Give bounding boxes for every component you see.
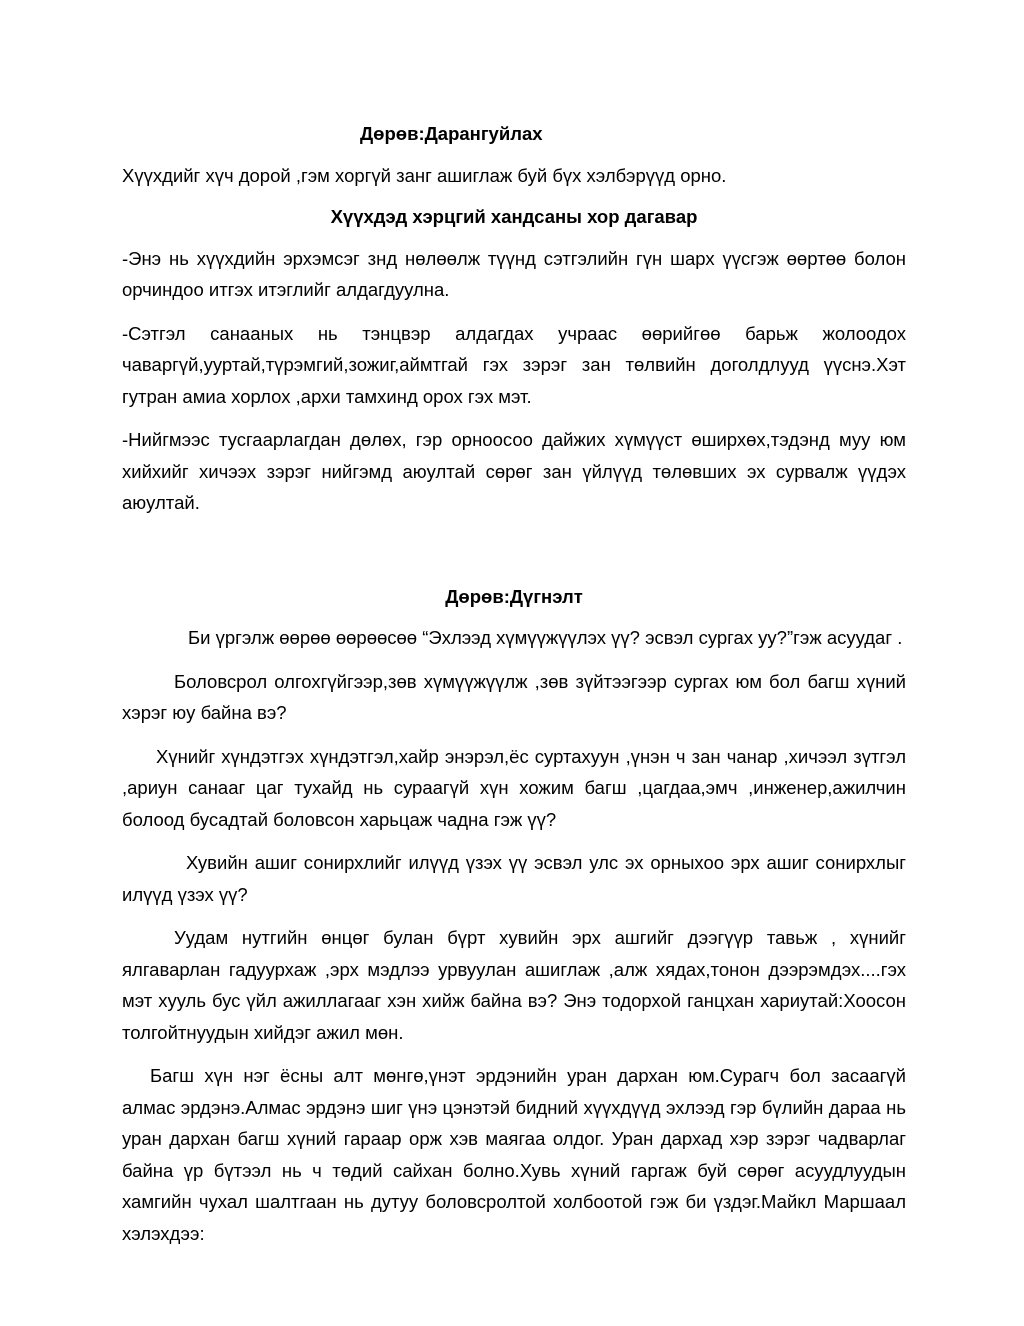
paragraph: Боловсрол олгохгүйгээр,зөв хүмүүжүүлж ,зөв зүйтээгээр сургах юм бол багш хүний хэрэг юу байна вэ? xyxy=(122,670,906,723)
paragraph: Хүнийг хүндэтгэх хүндэтгэл,хайр энэрэл,ёс суртахуун ,үнэн ч зан чанар ,хичээл зүтгэл ,ариун санааг цаг тухайд нь сураагүй хүн хожим багш ,цагдаа,эмч ,инженер,ажилчин болоод бусадтай боловсон харьцаж чадна гэж үү? xyxy=(122,745,906,830)
paragraph: Би үргэлж өөрөө өөрөөсөө “Эхлээд хүмүүжүүлэх үү? эсвэл сургах уу?”гэж асуудаг . xyxy=(188,627,903,648)
paragraph: Хувийн ашиг сонирхлийг илүүд үзэх үү эсвэл улс эх орныхоо эрх ашиг сонирхлыг илүүд үзэх үү? xyxy=(122,852,906,905)
paragraph: -Энэ нь хүүхдийн эрхэмсэг знд нөлөөлж түүнд сэтгэлийн гүн шарх үүсгэж өөртөө болон орчиндоо итгэх итэглийг алдагдуулна. xyxy=(122,247,906,300)
section-spacer xyxy=(122,531,906,581)
subheading-consequences: Хүүхдэд хэрцгий хандсаны хор дагавар xyxy=(330,206,698,227)
paragraph: -Сэтгэл санааных нь тэнцвэр алдагдах учраас өөрийгөө барьж жолоодох чаваргүй,ууртай,түрэмгий,зожиг,аймтгай гэх зэрэг зан төлвийн доголдлууд үүснэ.Хэт гутран амиа хорлох ,архи тамхинд орох гэх мэт. xyxy=(122,322,906,407)
paragraph: -Нийгмээс тусгаарлагдан дөлөх, гэр орноосоо дайжих хүмүүст өширхөх,тэдэнд муу юм хийхийг хичээх зэрэг нийгэмд аюултай сөрөг зан үйлүүд төлөвших эх сурвалж үүдэх аюултай. xyxy=(122,429,906,513)
section-heading-darangui: Дөрөв:Дарангуйлах xyxy=(360,123,543,144)
document-body xyxy=(122,118,906,1261)
section-heading-conclusion: Дөрөв:Дүгнэлт xyxy=(445,585,583,607)
paragraph: Уудам нутгийн өнцөг булан бүрт хувийн эрх ашгийг дээгүүр тавьж , хүнийг ялгаварлан гадуурхаж ,эрх мэдлээ урвуулан ашиглаж ,алж хядах,тонон дээрэмдэх....гэх мэт хууль бус үйл ажиллагааг хэн хийж байна вэ? Энэ тодорхой ганцхан хариутай:Хоосон толгойтнуудын хийдэг ажил мөн. xyxy=(122,927,906,1043)
intro-paragraph: Хүүхдийг хүч дорой ,гэм хоргүй занг ашиглаж буй бүх хэлбэрүүд орно. xyxy=(122,164,727,186)
paragraph: Багш хүн нэг ёсны алт мөнгө,үнэт эрдэнийн уран дархан юм.Сурагч бол засаагүй алмас эрдэнэ.Алмас эрдэнэ шиг үнэ цэнэтэй бидний хүүхдүүд эхлээд гэр бүлийн дараа нь уран дархан багш хүний гараар орж хэв маягаа олдог. Уран дархад хэр зэрэг чадварлаг байна үр бүтээл нь ч төдий сайхан болно.Хувь хүний гаргаж буй сөрөг асуудлуудын хамгийн чухал шалтгаан нь дутуу боловсролтой холбоотой гэж би үздэг.Майкл Маршаал хэлэхдээ: xyxy=(122,1065,906,1244)
